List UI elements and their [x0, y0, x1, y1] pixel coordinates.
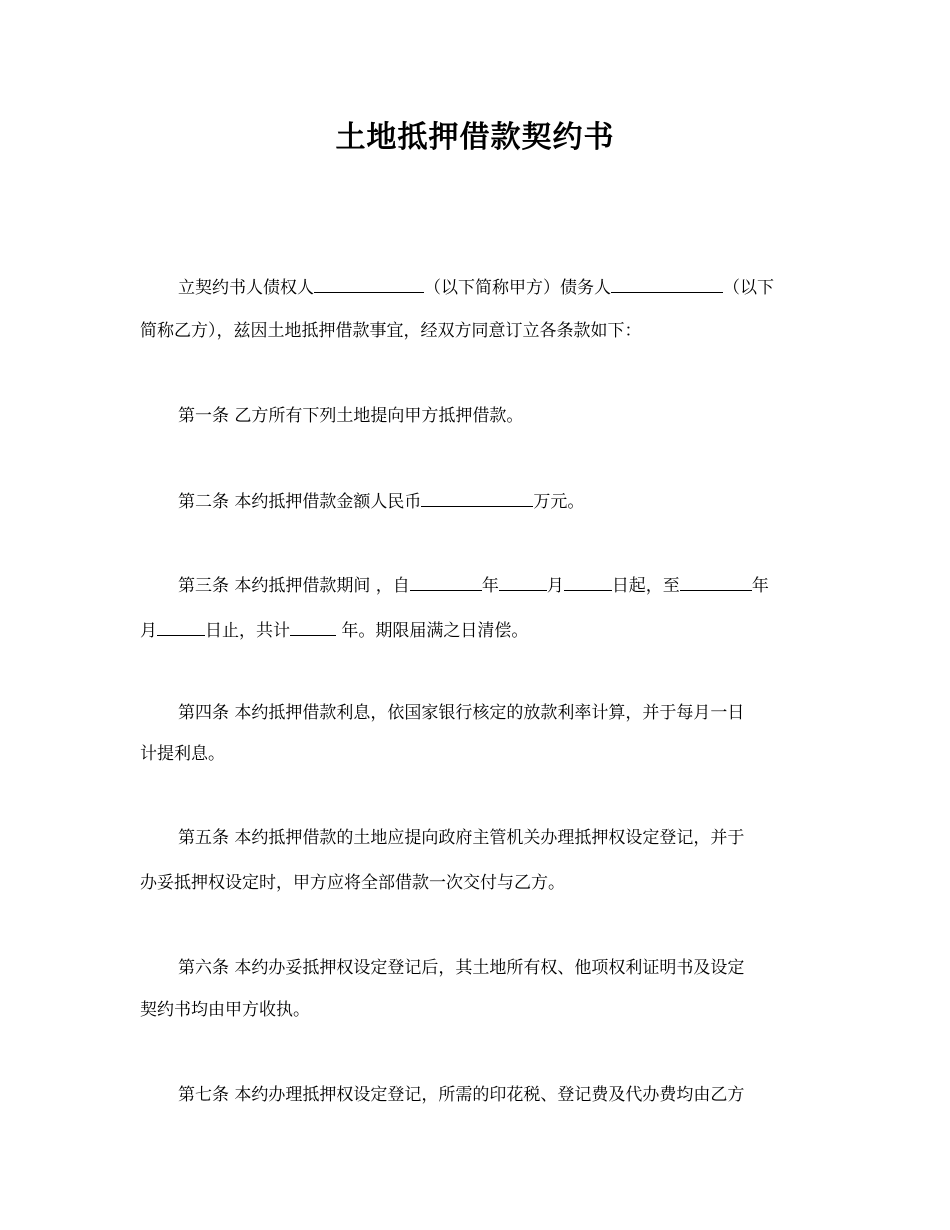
article-2-unit: 万元。: [533, 492, 585, 512]
article-3-line-2: [140, 621, 528, 640]
debtor-label: （以下简称甲方）债务人: [424, 278, 611, 298]
year-label: 年: [481, 576, 499, 596]
year-label-2: 年: [751, 576, 769, 596]
debtor-blank[interactable]: [611, 278, 723, 293]
start-year-blank[interactable]: [410, 576, 482, 591]
article-2: [178, 492, 584, 511]
preamble-line-1-end: （以下: [723, 278, 774, 298]
month-label: 月: [546, 576, 564, 596]
creditor-label: 立契约书人债权人: [178, 278, 314, 298]
article-3-end: 年。期限届满之日清偿。: [336, 621, 529, 641]
article-5-line-2: 办妥抵押权设定时，甲方应将全部借款一次交付与乙方。: [140, 873, 565, 893]
article-3-line-1: [178, 576, 769, 595]
amount-blank[interactable]: [421, 492, 533, 507]
day-from-label: 日起，至: [611, 576, 680, 596]
creditor-blank[interactable]: [314, 278, 424, 293]
article-1: 第一条 乙方所有下列土地提向甲方抵押借款。: [178, 406, 524, 426]
article-5-line-1: 第五条 本约抵押借款的土地应提向政府主管机关办理抵押权设定登记，并于: [178, 828, 745, 848]
article-7-line-1: 第七条 本约办理抵押权设定登记，所需的印花税、登记费及代办费均由乙方: [178, 1085, 745, 1105]
month-label-2: 月: [140, 621, 157, 641]
preamble-line-2: 简称乙方），兹因土地抵押借款事宜，经双方同意订立各条款如下：: [140, 321, 642, 341]
start-month-blank[interactable]: [499, 576, 547, 591]
end-year-blank[interactable]: [680, 576, 752, 591]
start-day-blank[interactable]: [564, 576, 612, 591]
article-2-text: 第二条 本约抵押借款金额人民币: [178, 492, 422, 512]
article-6-line-2: 契约书均由甲方收执。: [140, 1000, 310, 1020]
article-4-line-2: 计提利息。: [140, 744, 225, 764]
document-title: 土地抵押借款契约书: [335, 120, 615, 155]
preamble-line-1: [178, 278, 774, 297]
article-4-line-1: 第四条 本约抵押借款利息，依国家银行核定的放款利率计算，并于每月一日: [178, 703, 745, 723]
article-6-line-1: 第六条 本约办妥抵押权设定登记后，其土地所有权、他项权利证明书及设定: [178, 958, 745, 978]
day-until-label: 日止，共计: [205, 621, 290, 641]
end-day-blank[interactable]: [157, 621, 205, 636]
total-years-blank[interactable]: [290, 621, 336, 636]
article-3-text: 第三条 本约抵押借款期间 ，自: [178, 576, 410, 596]
